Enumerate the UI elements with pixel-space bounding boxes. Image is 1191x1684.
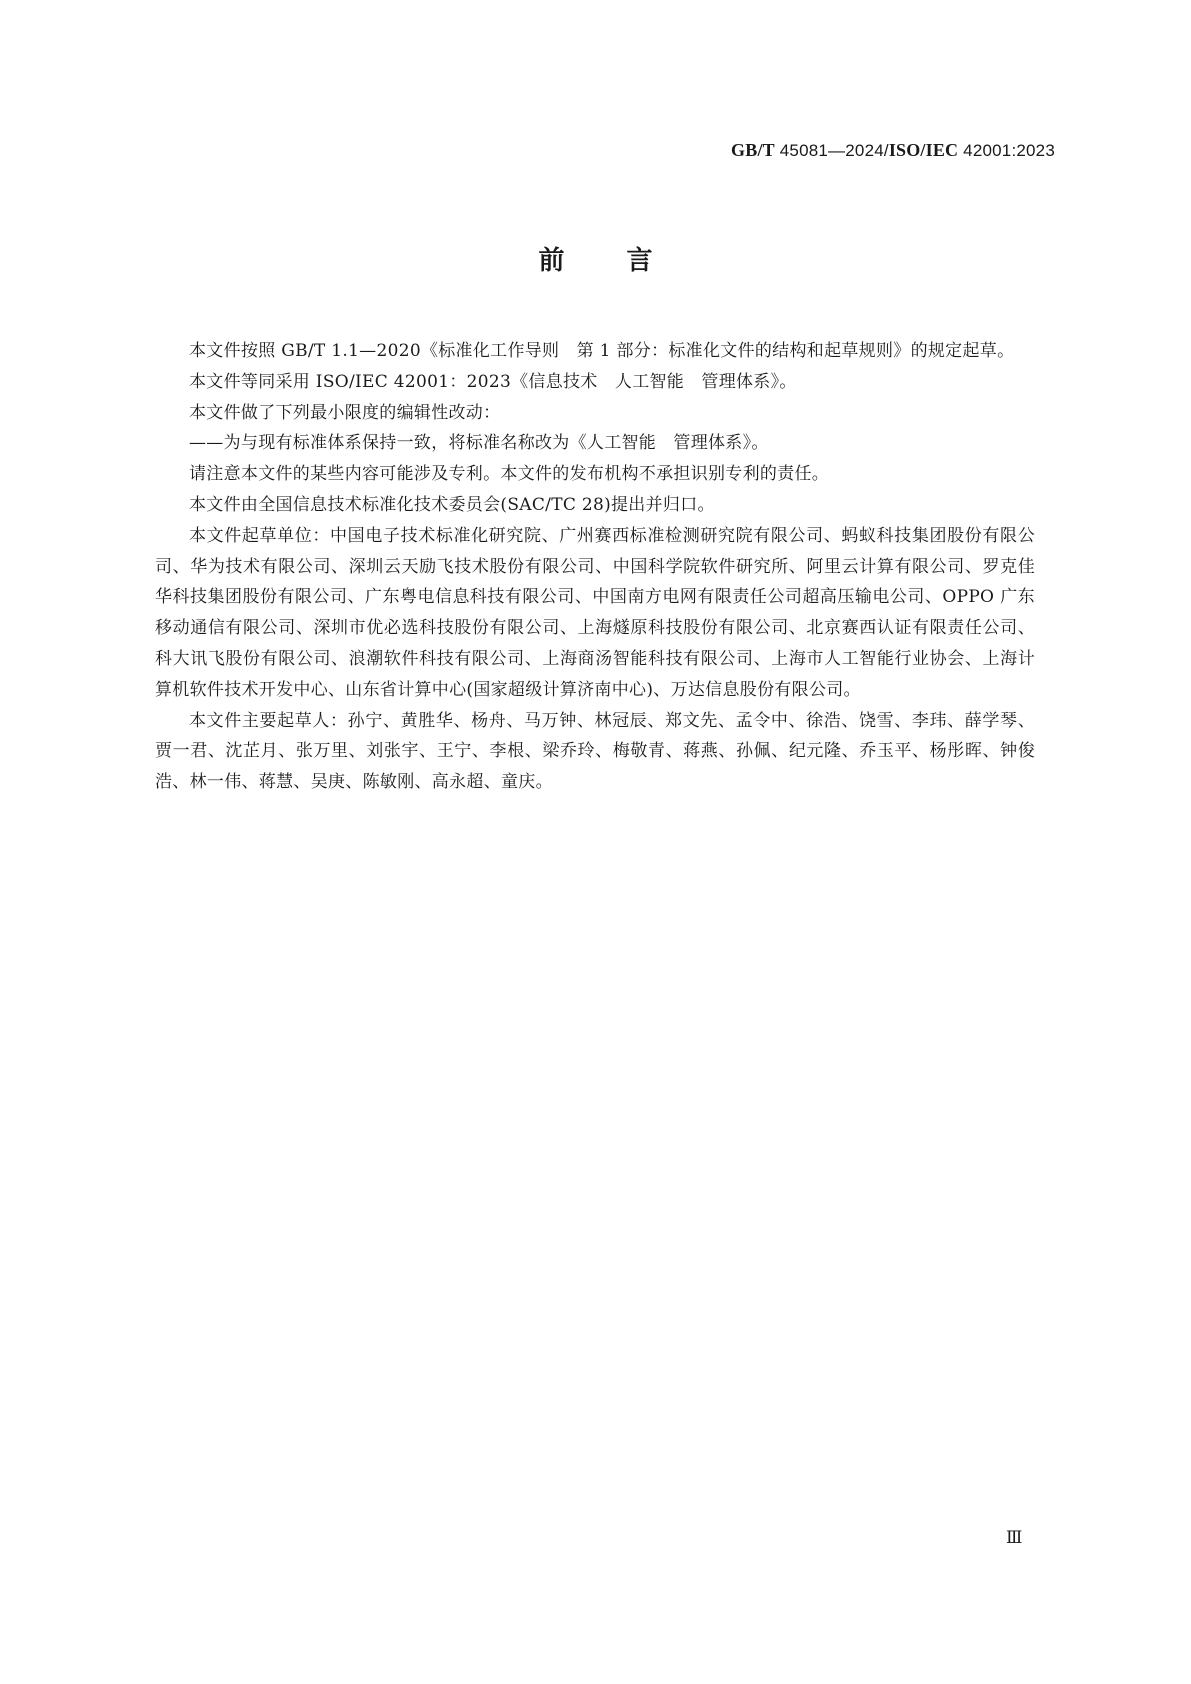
paragraph-drafting-rules: 本文件按照 GB/T 1.1—2020《标准化工作导则 第 1 部分：标准化文件的结构和起草规则》的规定起草。 — [189, 341, 1015, 361]
standard-code-iso-number: 42001:2023 — [958, 141, 1055, 160]
standard-code-prefix: GB/T — [731, 140, 775, 160]
paragraph-patent-notice: 请注意本文件的某些内容可能涉及专利。本文件的发布机构不承担识别专利的责任。 — [189, 464, 830, 485]
standard-code-iso-prefix: ISO/IEC — [888, 140, 959, 160]
standard-code — [731, 140, 1055, 161]
paragraph-title-change: ——为与现有标准体系保持一致，将标准名称改为《人工智能 管理体系》。 — [189, 433, 769, 454]
page-title: 前言 — [538, 246, 715, 276]
paragraph-editorial-changes: 本文件做了下列最小限度的编辑性改动： — [189, 402, 501, 423]
page-number: Ⅲ — [1006, 1528, 1023, 1547]
paragraph-adoption: 本文件等同采用 ISO/IEC 42001：2023《信息技术 人工智能 管理体系》。 — [189, 371, 797, 392]
foreword-body — [155, 336, 1035, 798]
standard-code-number: 45081—2024/ — [774, 141, 889, 160]
paragraph-drafting-units: 本文件起草单位：中国电子技术标准化研究院、广州赛西标准检测研究院有限公司、蚂蚁科技集团股份有限公司、华为技术有限公司、深圳云天励飞技术股份有限公司、中国科学院软件研究所、阿里云计算有限公司、罗克佳华科技集团股份有限公司、广东粤电信息科技有限公司、中国南方电网有限责任公司超高压输电公司、OPPO 广东移动通信有限公司、深圳市优必选科技股份有限公司、上海燧原科技股份有限公司、北京赛西认证有限责任公司、科大讯飞股份有限公司、浪潮软件科技有限公司、上海商汤智能科技有限公司、上海市人工智能行业协会、上海计算机软件技术开发中心、山东省计算中心(国家超级计算济南中心)、万达信息股份有限公司。 — [155, 525, 1035, 700]
paragraph-proposer: 本文件由全国信息技术标准化技术委员会(SAC/TC 28)提出并归口。 — [189, 494, 715, 515]
paragraph-drafters: 本文件主要起草人：孙宁、黄胜华、杨舟、马万钟、林冠辰、郑文先、孟令中、徐浩、饶雪、李玮、薛学琴、贾一君、沈芷月、张万里、刘张宇、王宁、李根、梁乔玲、梅敬青、蒋燕、孙佩、纪元隆、乔玉平、杨彤晖、钟俊浩、林一伟、蒋慧、吴庚、陈敏刚、高永超、童庆。 — [155, 710, 1035, 793]
